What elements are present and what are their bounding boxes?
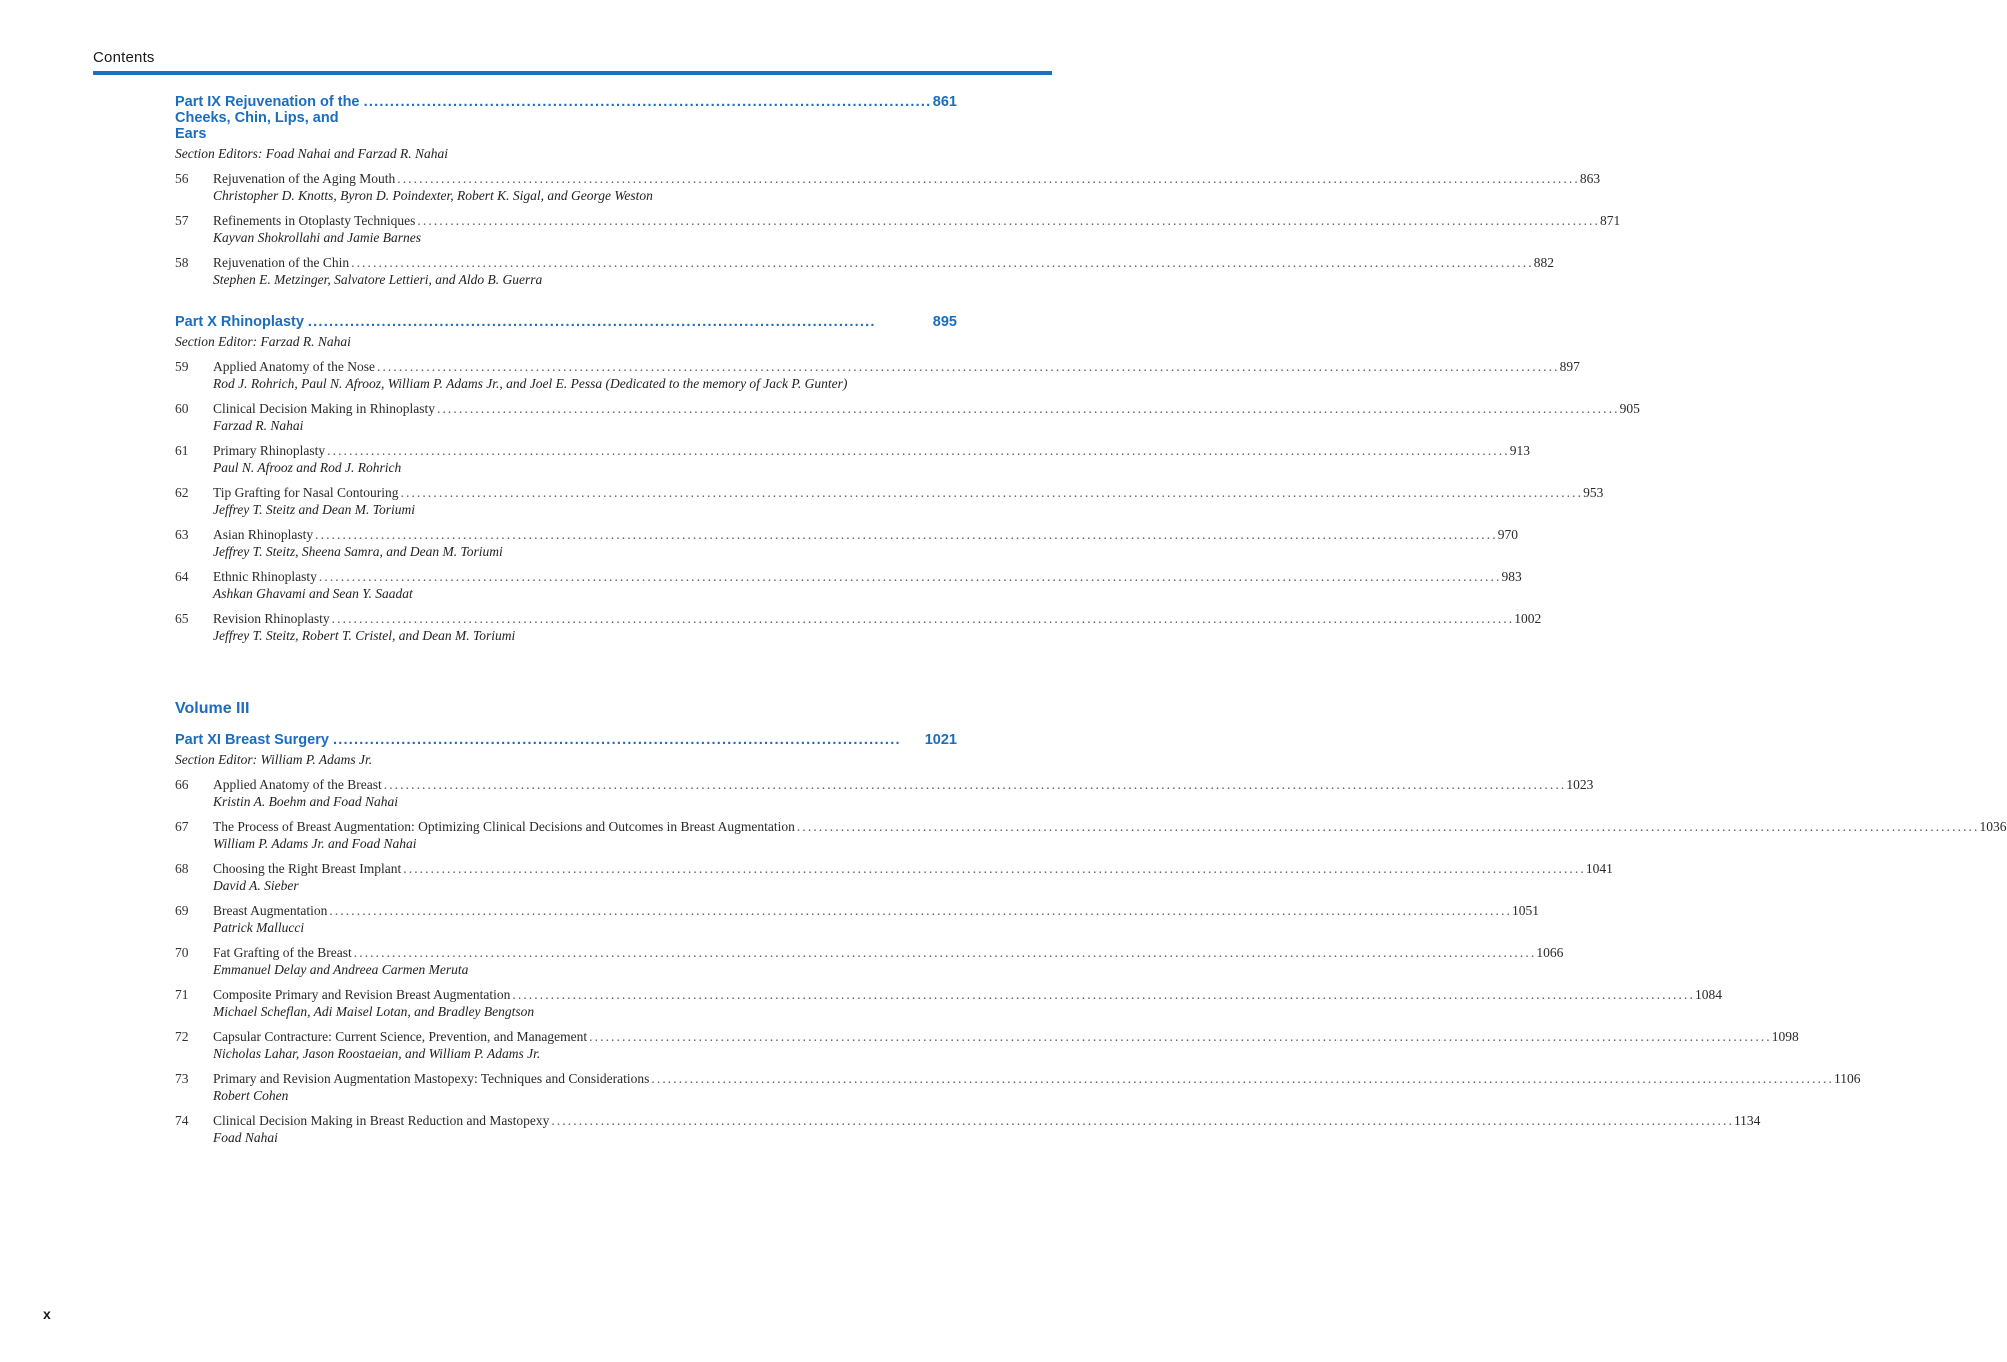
chapter-title: Fat Grafting of the Breast xyxy=(213,945,352,960)
chapter-title: Applied Anatomy of the Nose xyxy=(213,359,375,374)
dot-leader xyxy=(401,485,1584,501)
chapter-body xyxy=(213,903,1539,936)
chapter-title: Clinical Decision Making in Rhinoplasty xyxy=(213,401,435,416)
dot-leader xyxy=(437,401,1620,417)
chapter-number: 57 xyxy=(175,213,189,228)
table-of-contents xyxy=(175,94,2007,1146)
chapter-title-line xyxy=(213,171,1600,187)
dot-leader xyxy=(315,527,1498,543)
dot-leader xyxy=(329,903,1512,919)
chapter-entry[interactable] xyxy=(175,359,1580,392)
dot-leader xyxy=(319,569,1502,585)
chapter-authors: Farzad R. Nahai xyxy=(213,418,304,433)
chapter-body xyxy=(213,401,1640,434)
dot-leader xyxy=(403,861,1586,877)
chapter-number: 63 xyxy=(175,527,189,542)
dot-leader xyxy=(354,945,1537,961)
chapter-body xyxy=(213,1113,1760,1146)
chapter-title-line xyxy=(213,443,1530,459)
chapter-number: 61 xyxy=(175,443,189,458)
dot-leader xyxy=(364,94,929,110)
chapter-title: Clinical Decision Making in Breast Reduction and Mastopexy xyxy=(213,1113,550,1128)
chapter-title-line xyxy=(213,777,1593,793)
part-title: Part XI Breast Surgery xyxy=(175,732,329,748)
chapter-page-number: 1106 xyxy=(1833,1071,1861,1086)
chapter-page-number: 905 xyxy=(1619,401,1640,416)
chapter-number: 64 xyxy=(175,569,189,584)
chapter-entry[interactable] xyxy=(175,611,1542,644)
chapter-number: 69 xyxy=(175,903,189,918)
chapter-page-number: 863 xyxy=(1579,171,1601,186)
chapter-authors: Christopher D. Knotts, Byron D. Poindexter, Robert K. Sigal, and George Weston xyxy=(213,188,653,203)
dot-leader xyxy=(651,1071,1834,1087)
chapter-body xyxy=(213,611,1541,644)
chapter-title: Primary Rhinoplasty xyxy=(213,443,326,458)
chapter-page-number: 1023 xyxy=(1566,777,1594,792)
dot-leader xyxy=(333,732,921,748)
chapter-authors: Ashkan Ghavami and Sean Y. Saadat xyxy=(213,586,413,601)
part-page-number: 895 xyxy=(932,314,957,330)
chapter-title: Refinements in Otoplasty Techniques xyxy=(213,213,416,228)
chapter-number: 68 xyxy=(175,861,189,876)
chapter-authors: Jeffrey T. Steitz, Sheena Samra, and Dean M. Toriumi xyxy=(213,544,503,559)
chapter-authors: Stephen E. Metzinger, Salvatore Lettieri, and Aldo B. Guerra xyxy=(213,272,543,287)
chapter-title: Rejuvenation of the Chin xyxy=(213,255,350,270)
dot-leader xyxy=(351,255,1534,271)
chapter-title-line xyxy=(213,255,1554,271)
chapter-number: 65 xyxy=(175,611,189,626)
chapter-title: Ethnic Rhinoplasty xyxy=(213,569,317,584)
chapter-title: Applied Anatomy of the Breast xyxy=(213,777,382,792)
chapter-body xyxy=(213,171,1600,204)
chapter-title-line xyxy=(213,1071,1860,1087)
dot-leader xyxy=(551,1113,1734,1129)
chapter-body xyxy=(213,945,1563,978)
chapter-entry[interactable] xyxy=(175,1029,1799,1062)
part-page-number: 861 xyxy=(932,94,957,110)
chapter-page-number: 1036 xyxy=(1979,819,2007,834)
chapter-authors: Kayvan Shokrollahi and Jamie Barnes xyxy=(213,230,421,245)
chapter-page-number: 1041 xyxy=(1585,861,1613,876)
chapter-page-number: 1066 xyxy=(1536,945,1564,960)
part-section xyxy=(175,314,1640,644)
chapter-page-number: 1134 xyxy=(1733,1113,1761,1128)
chapter-title-line xyxy=(213,401,1640,417)
chapter-page-number: 913 xyxy=(1509,443,1530,458)
chapter-entry[interactable] xyxy=(175,987,1722,1020)
chapter-page-number: 871 xyxy=(1600,213,1621,228)
chapter-body xyxy=(213,485,1603,518)
chapter-title-line xyxy=(213,819,2007,835)
chapter-authors: Michael Scheflan, Adi Maisel Lotan, and Bradley Bengtson xyxy=(213,1004,535,1019)
chapter-page-number: 882 xyxy=(1533,255,1554,270)
chapter-title-line xyxy=(213,945,1563,961)
chapter-body xyxy=(213,213,1620,246)
chapter-number: 56 xyxy=(175,171,189,186)
chapter-entry[interactable] xyxy=(175,945,1564,978)
chapter-title: Capsular Contracture: Current Science, Prevention, and Management xyxy=(213,1029,588,1044)
chapter-title: Composite Primary and Revision Breast Augmentation xyxy=(213,987,511,1002)
chapter-number: 59 xyxy=(175,359,189,374)
chapter-page-number: 983 xyxy=(1501,569,1522,584)
chapter-body xyxy=(213,819,2007,852)
chapter-title-line xyxy=(213,569,1522,585)
part-heading[interactable] xyxy=(175,732,957,748)
chapter-entry[interactable] xyxy=(175,443,1530,476)
section-editors: Section Editor: William P. Adams Jr. xyxy=(175,752,373,767)
chapter-title: Primary and Revision Augmentation Mastopexy: Techniques and Considerations xyxy=(213,1071,650,1086)
chapter-authors: Jeffrey T. Steitz and Dean M. Toriumi xyxy=(213,502,415,517)
chapter-page-number: 1084 xyxy=(1694,987,1722,1002)
chapter-authors: Patrick Mallucci xyxy=(213,920,305,935)
chapter-title-line xyxy=(213,1029,1799,1045)
chapter-title-line xyxy=(213,903,1539,919)
dot-leader xyxy=(377,359,1560,375)
chapter-body xyxy=(213,1029,1799,1062)
chapter-title: Asian Rhinoplasty xyxy=(213,527,314,542)
chapter-authors: Emmanuel Delay and Andreea Carmen Meruta xyxy=(213,962,469,977)
dot-leader xyxy=(327,443,1510,459)
chapter-entry[interactable] xyxy=(175,485,1604,518)
dot-leader xyxy=(308,314,929,330)
chapter-number: 71 xyxy=(175,987,189,1002)
chapter-authors: Foad Nahai xyxy=(213,1130,278,1145)
dot-leader xyxy=(384,777,1567,793)
part-title: Part IX Rejuvenation of the Cheeks, Chin, Lips, and Ears xyxy=(175,94,360,142)
dot-leader xyxy=(797,819,1980,835)
chapter-authors: Jeffrey T. Steitz, Robert T. Cristel, and Dean M. Toriumi xyxy=(213,628,516,643)
volume-heading: Volume III xyxy=(175,700,250,717)
chapter-body xyxy=(213,359,1580,392)
chapter-authors: Kristin A. Boehm and Foad Nahai xyxy=(213,794,399,809)
chapter-entry[interactable] xyxy=(175,255,1554,288)
chapter-entry[interactable] xyxy=(175,861,1613,894)
chapter-title-line xyxy=(213,527,1518,543)
chapter-title: Revision Rhinoplasty xyxy=(213,611,330,626)
chapter-entry[interactable] xyxy=(175,903,1539,936)
dot-leader xyxy=(332,611,1515,627)
chapter-title-line xyxy=(213,213,1620,229)
part-page-number: 1021 xyxy=(924,732,957,748)
chapter-title: Tip Grafting for Nasal Contouring xyxy=(213,485,399,500)
dot-leader xyxy=(589,1029,1772,1045)
chapter-number: 74 xyxy=(175,1113,189,1128)
chapter-number: 60 xyxy=(175,401,189,416)
part-heading[interactable] xyxy=(175,314,957,330)
part-heading[interactable] xyxy=(175,94,957,142)
chapter-authors: Robert Cohen xyxy=(213,1088,289,1103)
chapter-body xyxy=(213,861,1613,894)
section-editors: Section Editor: Farzad R. Nahai xyxy=(175,334,351,349)
chapter-authors: David A. Sieber xyxy=(213,878,299,893)
chapter-authors: William P. Adams Jr. and Foad Nahai xyxy=(213,836,417,851)
part-section xyxy=(175,94,1621,288)
chapter-number: 66 xyxy=(175,777,189,792)
chapter-entry[interactable] xyxy=(175,171,1601,204)
chapter-title-line xyxy=(213,359,1580,375)
chapter-authors: Nicholas Lahar, Jason Roostaeian, and William P. Adams Jr. xyxy=(213,1046,541,1061)
chapter-body xyxy=(213,777,1593,810)
chapter-entry[interactable] xyxy=(175,213,1621,246)
chapter-number: 67 xyxy=(175,819,189,834)
chapter-body xyxy=(213,255,1554,288)
chapter-title-line xyxy=(213,485,1603,501)
chapter-body xyxy=(213,987,1722,1020)
chapter-number: 73 xyxy=(175,1071,189,1086)
chapter-authors: Paul N. Afrooz and Rod J. Rohrich xyxy=(213,460,402,475)
part-section xyxy=(175,732,2007,1146)
chapter-entry[interactable] xyxy=(175,527,1518,560)
chapter-entry[interactable] xyxy=(175,1113,1761,1146)
chapter-page-number: 897 xyxy=(1559,359,1580,374)
chapter-title: The Process of Breast Augmentation: Optimizing Clinical Decisions and Outcomes in Breast Augmentation xyxy=(213,819,795,834)
chapter-title: Rejuvenation of the Aging Mouth xyxy=(213,171,396,186)
chapter-page-number: 1002 xyxy=(1514,611,1542,626)
chapter-body xyxy=(213,527,1518,560)
chapter-title: Breast Augmentation xyxy=(213,903,328,918)
running-head: Contents xyxy=(93,49,155,66)
section-editors: Section Editors: Foad Nahai and Farzad R. Nahai xyxy=(175,146,448,161)
chapter-page-number: 953 xyxy=(1583,485,1604,500)
chapter-title-line xyxy=(213,987,1722,1003)
chapter-authors: Rod J. Rohrich, Paul N. Afrooz, William P. Adams Jr., and Joel E. Pessa (Dedicated to the memory of Jack P. Gunter) xyxy=(213,376,848,391)
chapter-body xyxy=(213,569,1522,602)
chapter-body xyxy=(213,443,1530,476)
chapter-entry[interactable] xyxy=(175,401,1640,434)
chapter-entry[interactable] xyxy=(175,569,1522,602)
chapter-number: 62 xyxy=(175,485,189,500)
page-folio: x xyxy=(43,1306,51,1322)
chapter-page-number: 1051 xyxy=(1511,903,1539,918)
chapter-title-line xyxy=(213,861,1613,877)
chapter-entry[interactable] xyxy=(175,819,2007,852)
header-rule xyxy=(93,71,1052,75)
chapter-title-line xyxy=(213,1113,1760,1129)
chapter-title-line xyxy=(213,611,1541,627)
dot-leader xyxy=(512,987,1695,1003)
chapter-number: 70 xyxy=(175,945,189,960)
chapter-title: Choosing the Right Breast Implant xyxy=(213,861,402,876)
chapter-entry[interactable] xyxy=(175,1071,1861,1104)
chapter-number: 58 xyxy=(175,255,189,270)
part-title: Part X Rhinoplasty xyxy=(175,314,304,330)
chapter-number: 72 xyxy=(175,1029,189,1044)
chapter-page-number: 970 xyxy=(1497,527,1518,542)
dot-leader xyxy=(417,213,1600,229)
chapter-entry[interactable] xyxy=(175,777,1594,810)
chapter-page-number: 1098 xyxy=(1771,1029,1799,1044)
dot-leader xyxy=(397,171,1580,187)
chapter-body xyxy=(213,1071,1860,1104)
